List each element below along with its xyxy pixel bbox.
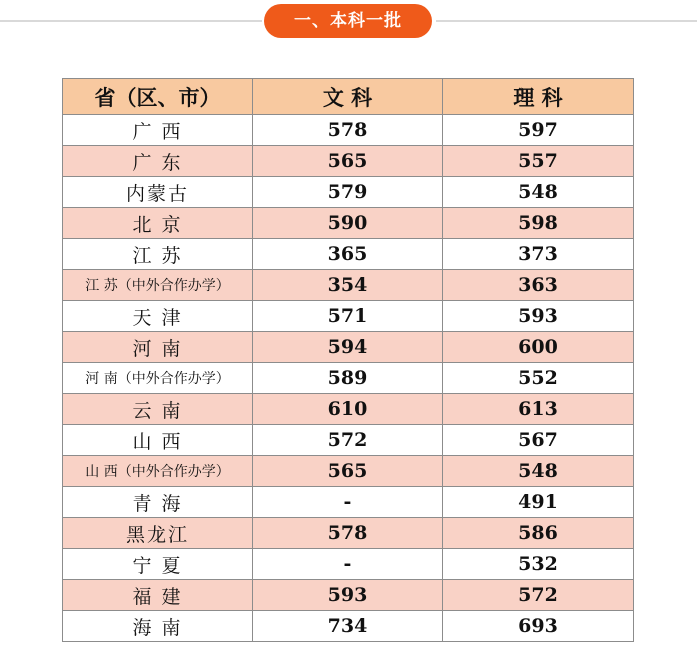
table-row: [63, 611, 634, 642]
table-row: [63, 518, 634, 549]
header-divider-right: [436, 20, 697, 22]
science-score-cell: 373: [443, 239, 634, 270]
science-score-cell: 693: [443, 611, 634, 642]
table-row: [63, 332, 634, 363]
section-header: [0, 4, 697, 38]
liberal-arts-score-cell: -: [253, 549, 443, 580]
liberal-arts-score-cell: 565: [253, 456, 443, 487]
liberal-arts-score-cell: 579: [253, 177, 443, 208]
province-cell: 福 建: [63, 580, 253, 611]
table-row: [63, 115, 634, 146]
province-cell: 广 西: [63, 115, 253, 146]
header-province: 省（区、市）: [63, 79, 253, 115]
science-score-cell: 572: [443, 580, 634, 611]
province-cell: 河 南: [63, 332, 253, 363]
province-cell: 云 南: [63, 394, 253, 425]
province-cell: 广 东: [63, 146, 253, 177]
liberal-arts-score-cell: 365: [253, 239, 443, 270]
science-score-cell: 532: [443, 549, 634, 580]
header-science: 理 科: [443, 79, 634, 115]
science-score-cell: 597: [443, 115, 634, 146]
province-cell: 江 苏: [63, 239, 253, 270]
liberal-arts-score-cell: 594: [253, 332, 443, 363]
table-row: [63, 549, 634, 580]
header-liberal-arts: 文 科: [253, 79, 443, 115]
table-body: [63, 115, 634, 642]
science-score-cell: 491: [443, 487, 634, 518]
table-row: [63, 456, 634, 487]
table-row: [63, 270, 634, 301]
liberal-arts-score-cell: 572: [253, 425, 443, 456]
table-row: [63, 146, 634, 177]
liberal-arts-score-cell: 565: [253, 146, 443, 177]
science-score-cell: 598: [443, 208, 634, 239]
table-row: [63, 394, 634, 425]
province-cell: 天 津: [63, 301, 253, 332]
science-score-cell: 567: [443, 425, 634, 456]
header-divider-left: [0, 20, 262, 22]
section-title-badge: 一、本科一批: [264, 4, 432, 38]
table-row: [63, 487, 634, 518]
table-row: [63, 301, 634, 332]
liberal-arts-score-cell: 610: [253, 394, 443, 425]
province-cell: 青 海: [63, 487, 253, 518]
table-row: [63, 208, 634, 239]
liberal-arts-score-cell: 590: [253, 208, 443, 239]
score-table: [62, 78, 634, 642]
liberal-arts-score-cell: 734: [253, 611, 443, 642]
province-cell: 江 苏（中外合作办学）: [63, 270, 253, 301]
province-cell: 山 西（中外合作办学）: [63, 456, 253, 487]
table-header-row: [63, 79, 634, 115]
table-row: [63, 239, 634, 270]
province-cell: 河 南（中外合作办学）: [63, 363, 253, 394]
province-cell: 北 京: [63, 208, 253, 239]
science-score-cell: 363: [443, 270, 634, 301]
province-cell: 黑龙江: [63, 518, 253, 549]
science-score-cell: 613: [443, 394, 634, 425]
liberal-arts-score-cell: 578: [253, 518, 443, 549]
province-cell: 宁 夏: [63, 549, 253, 580]
science-score-cell: 548: [443, 456, 634, 487]
science-score-cell: 593: [443, 301, 634, 332]
science-score-cell: 548: [443, 177, 634, 208]
science-score-cell: 600: [443, 332, 634, 363]
table-row: [63, 425, 634, 456]
liberal-arts-score-cell: 589: [253, 363, 443, 394]
province-cell: 山 西: [63, 425, 253, 456]
table-row: [63, 177, 634, 208]
science-score-cell: 552: [443, 363, 634, 394]
province-cell: 海 南: [63, 611, 253, 642]
science-score-cell: 586: [443, 518, 634, 549]
table-row: [63, 363, 634, 394]
liberal-arts-score-cell: 593: [253, 580, 443, 611]
liberal-arts-score-cell: 578: [253, 115, 443, 146]
province-cell: 内蒙古: [63, 177, 253, 208]
liberal-arts-score-cell: 354: [253, 270, 443, 301]
liberal-arts-score-cell: 571: [253, 301, 443, 332]
table-row: [63, 580, 634, 611]
liberal-arts-score-cell: -: [253, 487, 443, 518]
science-score-cell: 557: [443, 146, 634, 177]
